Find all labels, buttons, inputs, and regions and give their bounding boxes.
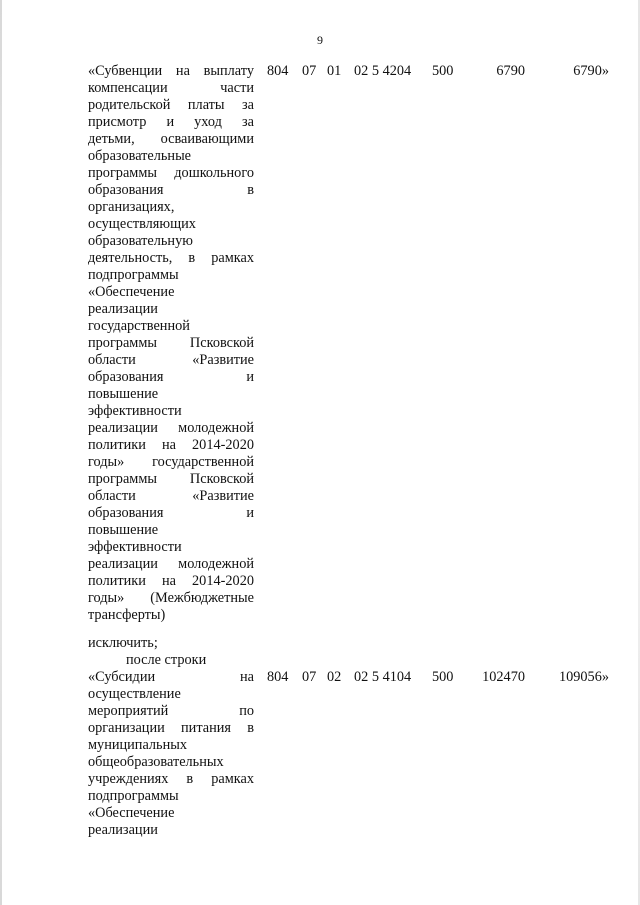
- row-name-line: мероприятий по: [88, 703, 254, 719]
- sum-2015: 6790: [496, 63, 525, 79]
- row-name-line: реализации молодежной: [88, 420, 254, 436]
- row-name-line: осуществляющих: [88, 216, 196, 232]
- row-name-line: образовательные: [88, 148, 192, 164]
- row-name-line: повышение: [88, 386, 159, 402]
- row-name-line: осуществление: [88, 686, 181, 702]
- sum-2015: 102470: [482, 669, 525, 685]
- row-name-line: деятельность, в рамках: [88, 250, 254, 266]
- row-name-line: компенсации части: [88, 80, 254, 96]
- row-name-line: подпрограммы: [88, 267, 179, 283]
- razdel-code: 07: [302, 63, 317, 79]
- row-name-line: общеобразовательных: [88, 754, 224, 770]
- row-name-line: образования и: [88, 369, 254, 385]
- row-name-line: повышение: [88, 522, 159, 538]
- row-name-line: «Обеспечение: [88, 284, 175, 300]
- row-name-line: родительской платы за: [88, 97, 254, 113]
- row-name-line: подпрограммы: [88, 788, 179, 804]
- sum-2016: 6790»: [573, 63, 609, 79]
- row-name-line: образовательную: [88, 233, 193, 249]
- row-name-line: присмотр и уход за: [88, 114, 254, 130]
- expense-type-code: 500: [432, 63, 454, 79]
- sum-2016: 109056»: [558, 669, 609, 685]
- ved-code: 804: [267, 63, 289, 79]
- row-name-line: образования в: [88, 182, 254, 198]
- ved-code: 804: [267, 669, 289, 685]
- row-name-line: программы Псковской: [88, 471, 254, 487]
- row-name-line: образования и: [88, 505, 254, 521]
- row-name-line: трансферты): [88, 607, 166, 623]
- expense-type-code: 500: [432, 669, 454, 685]
- target-article-code: 02 5 4104: [354, 669, 412, 685]
- page-number: 9: [317, 33, 323, 47]
- row-name-line: государственной: [88, 318, 190, 334]
- row-name-line: области «Развитие: [88, 488, 254, 504]
- row-name-line: годы» государственной: [88, 454, 254, 470]
- row-name-line: политики на 2014-2020: [88, 437, 254, 453]
- row-name-line: политики на 2014-2020: [88, 573, 254, 589]
- instruction-after-line: после строки: [126, 652, 207, 668]
- row-name-line: муниципальных: [88, 737, 187, 753]
- row-name-line: реализации молодежной: [88, 556, 254, 572]
- row-name-line: организации питания в: [88, 720, 254, 736]
- row-name-line: программы дошкольного: [88, 165, 254, 181]
- instruction-exclude: исключить;: [88, 635, 158, 651]
- row-name-line: эффективности: [88, 403, 182, 419]
- row-name-line: «Субвенции на выплату: [88, 63, 254, 79]
- row-name-line: учреждениях в рамках: [88, 771, 254, 787]
- scan-edge-left: [0, 0, 2, 905]
- target-article-code: 02 5 4204: [354, 63, 412, 79]
- row-name-line: области «Развитие: [88, 352, 254, 368]
- row-name-line: программы Псковской: [88, 335, 254, 351]
- row-name-line: организациях,: [88, 199, 175, 215]
- row-name-line: «Субсидии на: [88, 669, 254, 685]
- row-name-line: реализации: [88, 822, 158, 838]
- razdel-code: 07: [302, 669, 317, 685]
- row-name-line: «Обеспечение: [88, 805, 175, 821]
- podrazdel-code: 01: [327, 63, 342, 79]
- row-name-line: детьми, осваивающими: [88, 131, 254, 147]
- podrazdel-code: 02: [327, 669, 342, 685]
- row-name-line: годы» (Межбюджетные: [88, 590, 254, 606]
- row-name-line: эффективности: [88, 539, 182, 555]
- row-name-line: реализации: [88, 301, 158, 317]
